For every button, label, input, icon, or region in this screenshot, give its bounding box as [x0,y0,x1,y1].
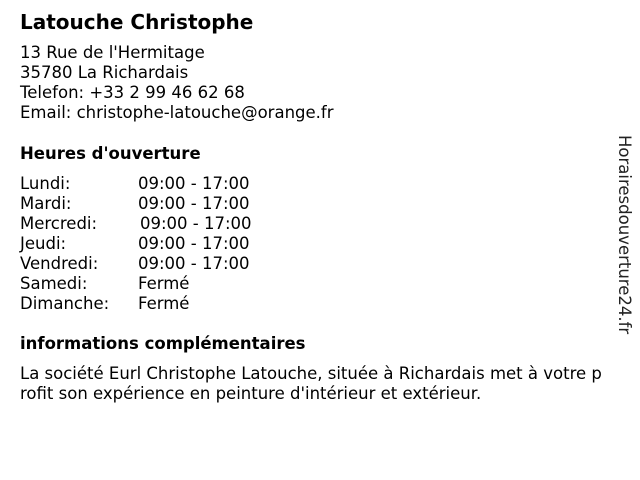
day-label: Jeudi: [20,234,67,253]
day-label: Vendredi: [20,254,99,273]
street-address: 13 Rue de l'Hermitage [20,43,205,62]
info-heading: informations complémentaires [20,334,306,353]
day-label: Mercredi: [20,214,98,233]
info-line: rofit son expérience en peinture d'intérieur et extérieur. [20,384,482,403]
info-line: La société Eurl Christophe Latouche, située à Richardais met à votre p [20,364,602,383]
hours-row-wednesday [20,214,320,234]
hours-row-monday [20,174,320,194]
day-label: Samedi: [20,274,88,293]
site-watermark: Horairesdouverture24.fr [615,135,634,335]
day-label: Dimanche: [20,294,110,313]
email-address: Email: christophe-latouche@orange.fr [20,103,334,122]
business-address [20,43,333,123]
opening-hours-list [20,174,320,314]
info-description [20,364,632,404]
time-value: 09:00 - 17:00 [138,174,250,193]
time-value: 09:00 - 17:00 [140,214,252,233]
hours-heading: Heures d'ouverture [20,144,201,163]
phone-number: Telefon: +33 2 99 46 62 68 [20,83,245,102]
day-label: Mardi: [20,194,72,213]
time-value: Fermé [138,294,190,313]
time-value: 09:00 - 17:00 [138,194,250,213]
hours-row-thursday [20,234,320,254]
time-value: Fermé [138,274,190,293]
hours-row-sunday [20,294,320,314]
city-address: 35780 La Richardais [20,63,189,82]
hours-row-tuesday [20,194,320,214]
business-name: Latouche Christophe [20,10,254,34]
time-value: 09:00 - 17:00 [138,234,250,253]
day-label: Lundi: [20,174,71,193]
time-value: 09:00 - 17:00 [138,254,250,273]
hours-row-friday [20,254,320,274]
hours-row-saturday [20,274,320,294]
